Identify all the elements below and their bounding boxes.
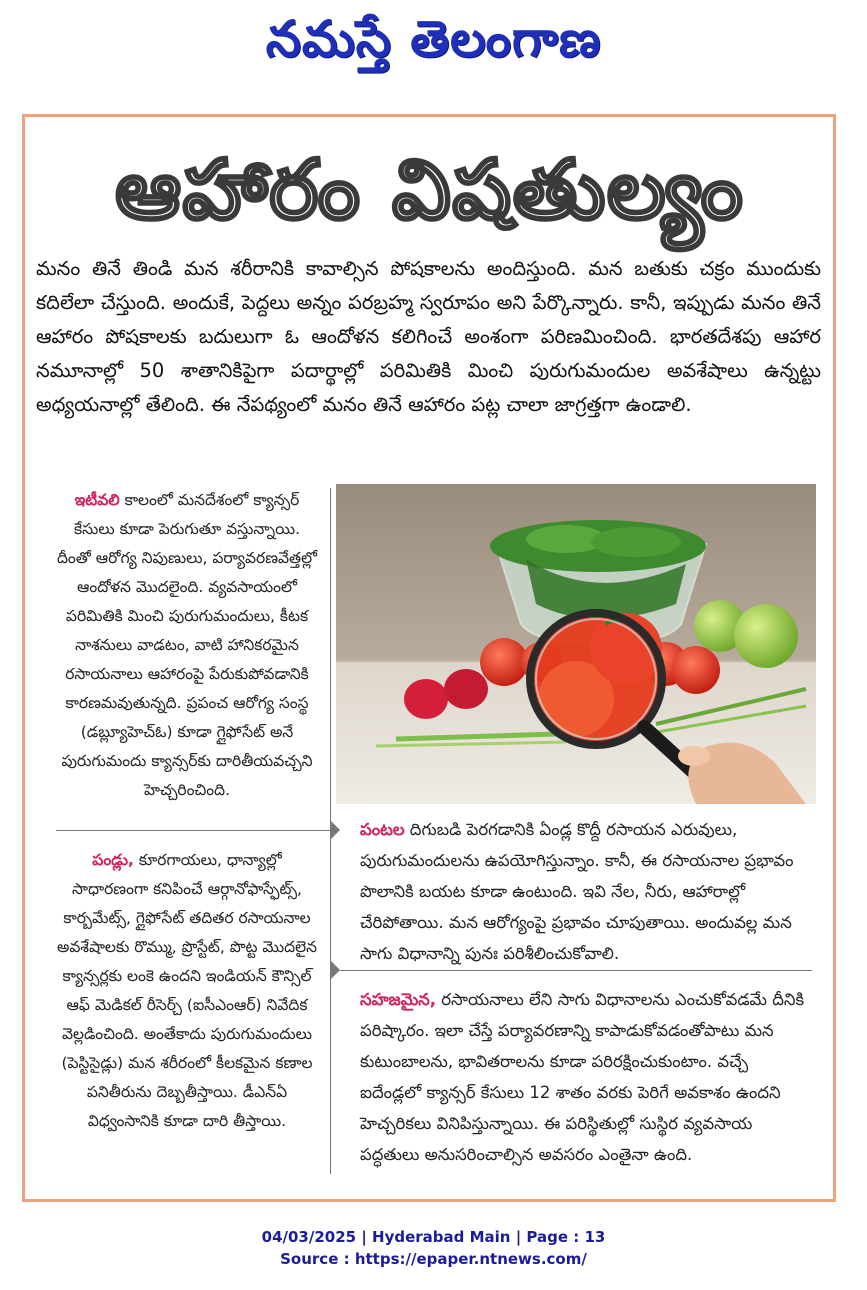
article-photo bbox=[336, 484, 816, 804]
footer-source: Source : https://epaper.ntnews.com/ bbox=[280, 1250, 587, 1268]
left-divider-arrow bbox=[331, 821, 340, 839]
section-2-lead: పండ్లు, bbox=[92, 851, 134, 869]
footer-dateline: 04/03/2025 | Hyderabad Main | Page : 13 bbox=[261, 1228, 606, 1246]
section-2-body: కూరగాయలు, ధాన్యాల్లో సాధారణంగా కనిపించే ఆర్గానోఫాస్ఫేట్స్, కార్బమేట్స్, గ్లైఫోసేట్ తదితర రసాయనాల అవశేషాలకు రొమ్ము, ప్రొస్టేట్, పొట్ట మొదలైన క్యాన్సర్లకు లంకె ఉందని ఇండియన్ కౌన్సిల్ ఆఫ్ మెడికల్ రీసెర్చ్ (ఐసీఎంఆర్) నివేదిక వెల్లడించింది. అంతేకాదు పురుగుమందులు (పెస్టిసైడ్లు) మన శరీరంలో కీలకమైన కణాల పనితీరును దెబ్బతీస్తాయి. డీఎన్ఏ విధ్వంసానికి కూడా దారి తీస్తాయి. bbox=[57, 851, 317, 1130]
section-3-lead: పంటల bbox=[360, 820, 405, 839]
right-divider-arrow bbox=[331, 961, 340, 979]
section-3-body: దిగుబడి పెరగడానికి ఏండ్ల కొద్దీ రసాయన ఎరువులు, పురుగుమందులను ఉపయోగిస్తున్నాం. కానీ, ఈ రసాయనాల ప్రభావం పొలానికి బయట కూడా ఉంటుంది. ఇవి నేల, నీరు, ఆహారాల్లో చేరిపోతాయి. మన ఆరోగ్యంపై ప్రభావం చూపుతాయి. అందువల్ల మన సాగు విధానాన్ని పునః పరిశీలించుకోవాలి. bbox=[360, 820, 794, 963]
masthead bbox=[0, 4, 867, 74]
section-2 bbox=[56, 846, 318, 1136]
section-4 bbox=[360, 984, 812, 1170]
left-column-divider bbox=[56, 830, 330, 831]
section-1-lead: ఇటీవలి bbox=[74, 491, 120, 509]
vegetables-magnifier-illustration bbox=[336, 484, 816, 804]
section-4-body: రసాయనాలు లేని సాగు విధానాలను ఎంచుకోవడమే దీనికి పరిష్కారం. ఇలా చేస్తే పర్యావరణాన్ని కాపాడుకోవడంతోపాటు మన కుటుంబాలను, భావితరాలను కూడా పరిరక్షించుకుంటాం. వచ్చే ఐదేండ్లలో క్యాన్సర్ కేసులు 12 శాతం వరకు పెరిగే అవకాశం ఉందని హెచ్చరికలు వినిపిస్తున్నాయి. ఈ పరిస్థితుల్లో సుస్థిర వ్యవసాయ పద్ధతులు అనుసరించాల్సిన అవసరం ఎంతైనా ఉంది. bbox=[360, 990, 805, 1164]
column-divider bbox=[330, 488, 331, 1174]
section-4-lead: సహజమైన, bbox=[360, 990, 436, 1009]
right-column-divider bbox=[340, 970, 812, 971]
masthead-title: నమస్తే తెలంగాణ bbox=[265, 9, 602, 68]
section-1 bbox=[56, 486, 318, 805]
article-headline: ఆహారం విషతుల్యం bbox=[115, 143, 745, 238]
article-intro: మనం తినే తిండి మన శరీరానికి కావాల్సిన పోషకాలను అందిస్తుంది. మన బతుకు చక్రం ముందుకు కదిలేలా చేస్తుంది. అందుకే, పెద్దలు అన్నం పరబ్రహ్మ స్వరూపం అని పేర్కొన్నారు. కానీ, ఇప్పుడు మనం తినే ఆహారం పోషకాలకు బదులుగా ఓ ఆందోళన కలిగించే అంశంగా పరిణమించింది. భారతదేశపు ఆహార నమూనాల్లో 50 శాతానికిపైగా పదార్థాల్లో పరిమితికి మించి పురుగుమందుల అవశేషాలు ఉన్నట్టు అధ్యయనాల్లో తేలింది. ఈ నేపథ్యంలో మనం తినే ఆహారం పట్ల చాలా జాగ్రత్తగా ఉండాలి. bbox=[36, 257, 821, 416]
section-3 bbox=[360, 814, 812, 969]
section-1-body: కాలంలో మనదేశంలో క్యాన్సర్ కేసులు కూడా పెరుగుతూ వస్తున్నాయి. దీంతో ఆరోగ్య నిపుణులు, పర్యావరణవేత్తల్లో ఆందోళన మొదలైంది. వ్యవసాయంలో పరిమితికి మించి పురుగుమందులు, కీటక నాశనులు వాడటం, వాటి హానికరమైన రసాయనాలు ఆహారంపై పేరుకుపోవడానికి కారణమవుతున్నది. ప్రపంచ ఆరోగ్య సంస్థ (డబ్ల్యూహెచ్ఓ) కూడా గ్లైఫోసేట్ అనే పురుగుమందు క్యాన్సర్‌కు దారితీయవచ్చని హెచ్చరించింది. bbox=[56, 491, 318, 799]
